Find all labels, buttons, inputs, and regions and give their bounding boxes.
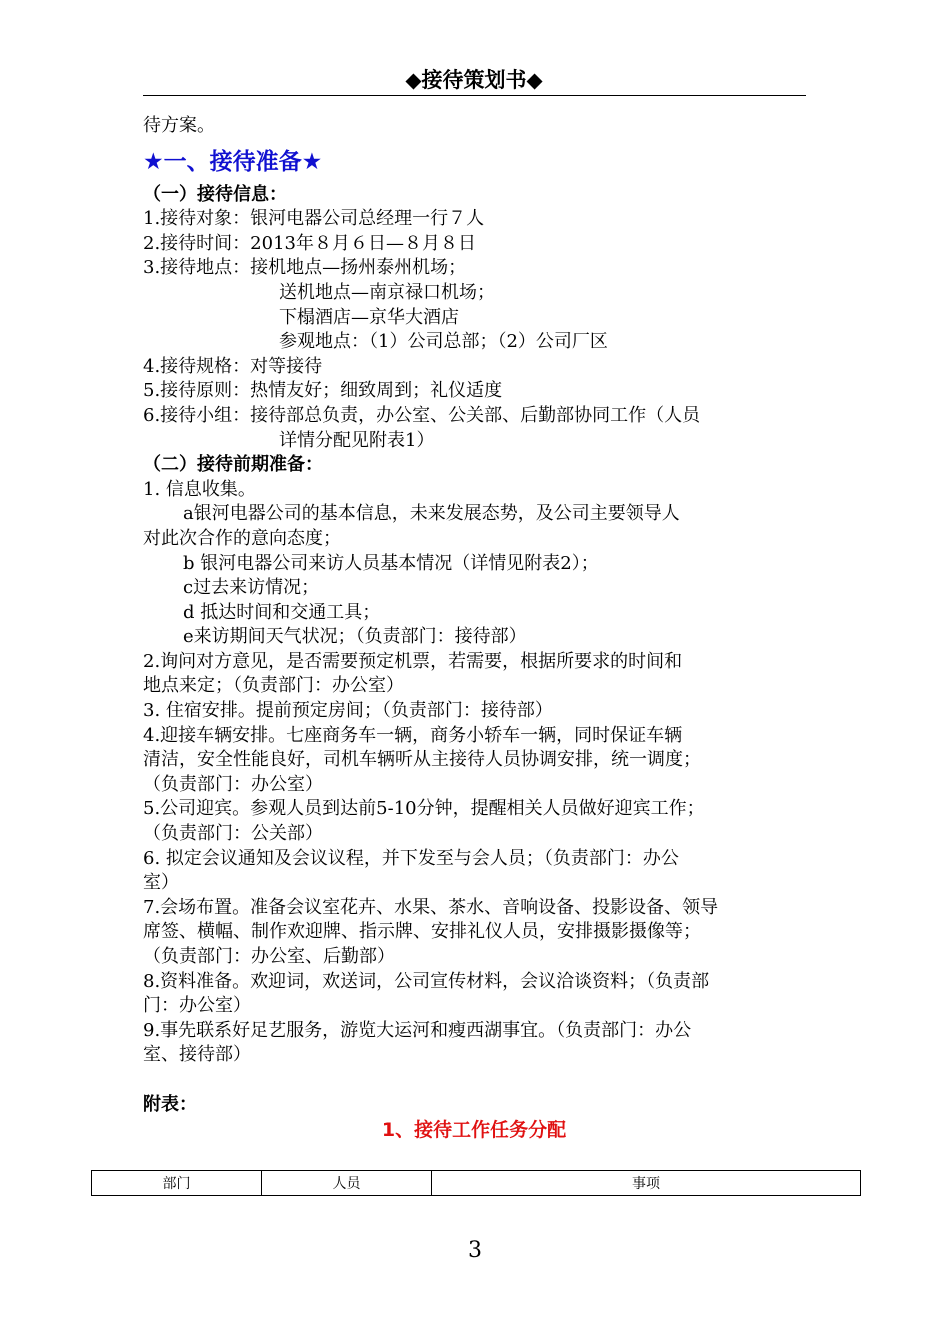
info-line: 2.接待时间：2013年８月６日—８月８日 xyxy=(143,232,476,254)
header-rule xyxy=(143,95,806,96)
table-header-row xyxy=(92,1171,861,1196)
document-body xyxy=(143,114,818,1143)
section-title: ★一、接待准备★ xyxy=(143,148,323,175)
annex-label: 附表： xyxy=(143,1093,197,1115)
prep-line: a银河电器公司的基本信息，未来发展态势，及公司主要领导人 xyxy=(183,503,680,525)
prep-line: 8.资料准备。欢迎词，欢送词，公司宣传材料，会议洽谈资料；（负责部 xyxy=(143,970,710,992)
info-line: 下榻酒店—京华大酒店 xyxy=(279,306,459,328)
table-title: 1、接待工作任务分配 xyxy=(381,1119,567,1142)
part2-title: （二）接待前期准备： xyxy=(143,454,323,476)
page-number: 3 xyxy=(468,1238,482,1263)
prep-line: c过去来访情况； xyxy=(183,577,320,599)
prep-line: 室、接待部） xyxy=(143,1044,251,1066)
column-header-tasks: 事项 xyxy=(432,1171,861,1196)
prep-line: 9.事先联系好足艺服务，游览大运河和瘦西湖事宜。（负责部门：办公 xyxy=(143,1019,692,1041)
column-header-department: 部门 xyxy=(92,1171,262,1196)
prep-line: 3. 住宿安排。提前预定房间；（负责部门：接待部） xyxy=(143,700,553,722)
prep-line: 清洁，安全性能良好，司机车辆听从主接待人员协调安排，统一调度； xyxy=(143,749,701,771)
prep-line: e来访期间天气状况；（负责部门：接待部） xyxy=(183,626,527,648)
info-line: 5.接待原则：热情友好；细致周到；礼仪适度 xyxy=(143,380,503,402)
info-line: 详情分配见附表1） xyxy=(279,429,435,451)
info-line: 1.接待对象：银河电器公司总经理一行７人 xyxy=(143,208,485,230)
info-line: 参观地点：（1）公司总部；（2）公司厂区 xyxy=(279,331,608,353)
prep-line: 7.会场布置。准备会议室花卉、水果、茶水、音响设备、投影设备、领导 xyxy=(143,896,719,918)
prep-line: （负责部门：公关部） xyxy=(143,823,323,845)
prep-line: 4.迎接车辆安排。七座商务车一辆，商务小轿车一辆，同时保证车辆 xyxy=(143,724,683,746)
info-line: 3.接待地点：接机地点—扬州泰州机场； xyxy=(143,257,467,279)
prep-line: 对此次合作的意向态度； xyxy=(143,527,341,549)
prep-line: 席签、横幅、制作欢迎牌、指示牌、安排礼仪人员，安排摄影摄像等； xyxy=(143,921,701,943)
prep-line: （负责部门：办公室） xyxy=(143,773,323,795)
part1-title: （一）接待信息： xyxy=(143,183,287,205)
page-header-title: ◆接待策划书◆ xyxy=(405,68,543,92)
column-header-personnel: 人员 xyxy=(262,1171,432,1196)
prep-line: 5.公司迎宾。参观人员到达前5-10分钟，提醒相关人员做好迎宾工作； xyxy=(143,798,705,820)
prep-line: 1. 信息收集。 xyxy=(143,478,256,500)
info-line: 送机地点—南京禄口机场； xyxy=(279,281,495,303)
prep-line: d 抵达时间和交通工具； xyxy=(183,601,381,623)
prep-line: 地点来定；（负责部门：办公室） xyxy=(143,675,404,697)
prep-line: 门：办公室） xyxy=(143,995,251,1017)
prep-line: （负责部门：办公室、后勤部） xyxy=(143,946,395,967)
info-line: 4.接待规格：对等接待 xyxy=(143,355,323,377)
task-assignment-table xyxy=(91,1170,861,1196)
spacer xyxy=(143,1068,818,1093)
prep-line: b 银河电器公司来访人员基本情况（详情见附表2）； xyxy=(183,552,599,574)
prep-line: 6. 拟定会议通知及会议议程，并下发至与会人员；（负责部门：办公 xyxy=(143,847,679,869)
prep-line: 室） xyxy=(143,872,179,894)
prep-line: 2.询问对方意见，是否需要预定机票，若需要，根据所要求的时间和 xyxy=(143,650,683,672)
intro-text: 待方案。 xyxy=(143,115,215,136)
info-line: 6.接待小组：接待部总负责，办公室、公关部、后勤部协同工作（人员 xyxy=(143,404,701,426)
